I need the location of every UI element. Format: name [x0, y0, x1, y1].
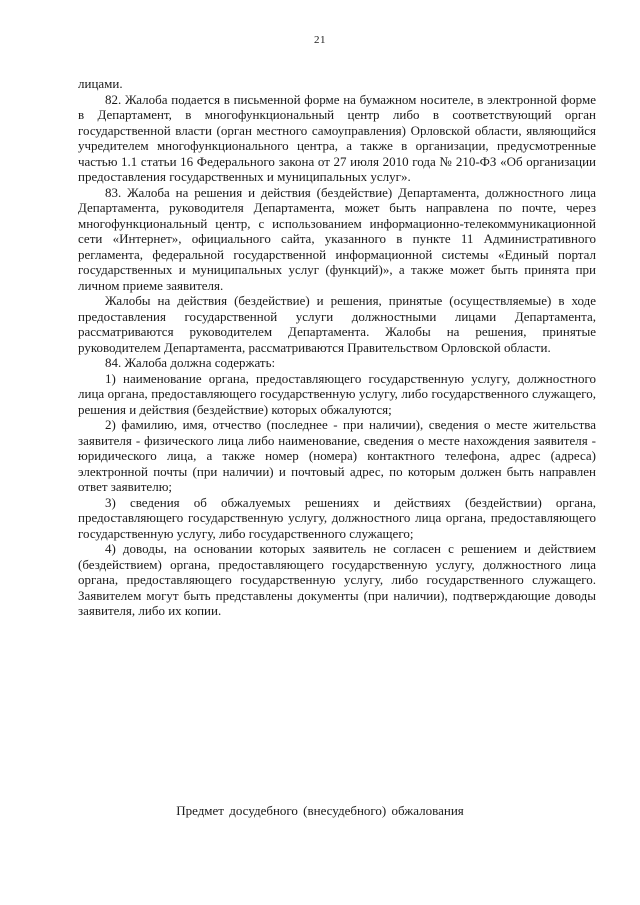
- document-body: [78, 76, 596, 619]
- section-heading: Предмет досудебного (внесудебного) обжалования: [176, 803, 464, 818]
- list-item-2: 2) фамилию, имя, отчество (последнее - при наличии), сведения о месте жительства заявителя - физического лица либо наименование, сведения о месте нахождения заявителя - юридического лица, а также номер (номера) контактного телефона, адрес (адреса) электронной почты (при наличии) и почтовый адрес, по которым должен быть направлен ответ заявителю;: [78, 417, 596, 494]
- page-number: 21: [314, 34, 326, 46]
- paragraph-84: 84. Жалоба должна содержать:: [105, 355, 276, 370]
- list-item-3: 3) сведения об обжалуемых решениях и действиях (бездействии) органа, предоставляющего государственную услугу, должностного лица органа, предоставляющего государственную услугу, либо государственного служащего;: [78, 494, 596, 541]
- list-item-4: 4) доводы, на основании которых заявитель не согласен с решением и действием (бездействием) органа, предоставляющего государственную услугу, должностного лица органа, предоставляющего государственную услугу, либо государственного служащего. Заявителем могут быть представлены документы (при наличии), подтверждающие доводы заявителя, либо их копии.: [78, 541, 596, 618]
- paragraph-82: 82. Жалоба подается в письменной форме на бумажном носителе, в электронной форме в Департамент, в многофункциональный центр либо в соответствующий орган государственной власти (орган местного самоуправления) Орловской области, являющийся учредителем многофункционального центра, а также в организации, предусмотренные частью 1.1 статьи 16 Федерального закона от 27 июля 2010 года № 210-ФЗ «Об организации предоставления государственных и муниципальных услуг».: [78, 91, 596, 184]
- paragraph-83: 83. Жалоба на решения и действия (бездействие) Департамента, должностного лица Департамента, руководителя Департамента, может быть направлена по почте, через многофункциональный центр, с использованием информационно-телекоммуникационной сети «Интернет», официального сайта, указанного в пункте 11 Административного регламента, федеральной государственной информационной системы «Единый портал государственных и муниципальных услуг (функций)», а также может быть принята при личном приеме заявителя.: [78, 184, 596, 293]
- paragraph-continuation: лицами.: [78, 76, 123, 91]
- paragraph-complaints-review: Жалобы на действия (бездействие) и решения, принятые (осуществляемые) в ходе предоставления государственной услуги должностными лицами Департамента, рассматриваются руководителем Департамента. Жалобы на решения, принятые руководителем Департамента, рассматриваются Правительством Орловской области.: [78, 293, 596, 355]
- list-item-1: 1) наименование органа, предоставляющего государственную услугу, должностного лица органа, предоставляющего государственную услугу, либо государственного служащего, решения и действия (бездействие) которых обжалуются;: [78, 370, 596, 417]
